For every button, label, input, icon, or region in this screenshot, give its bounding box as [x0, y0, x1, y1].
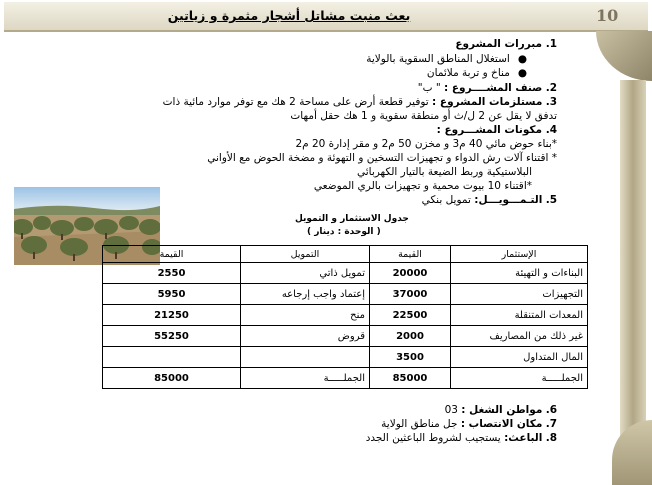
header-investment: الإستثمار: [451, 246, 588, 263]
section-8: 8. الباعث: يستجيب لشروط الباعثين الجدد: [365, 432, 557, 444]
component-3: البلاستيكية وربط الضيعة بالتيار الكهربائي: [356, 166, 532, 178]
section-4: 4. مكونات المشـــروع :: [436, 124, 557, 136]
table-unit: ( الوحدة : دينار ): [307, 227, 381, 237]
component-2: * اقتناء آلات رش الدواء و تجهيزات التسخين و التهوئة و مضخة الحوض مع الأواني: [207, 152, 557, 164]
section-1: 1. مبررات المشروع: [455, 38, 557, 50]
section-5: 5. التـمـــويـــل: تمويل بنكي: [421, 194, 557, 206]
table-row: المال المتداول 3500: [103, 347, 588, 368]
bullet-2: ●مناخ و تربة ملائمان: [426, 67, 527, 79]
table-row: غير ذلك من المصاريف 2000 قروض 55250: [103, 326, 588, 347]
section-3-continuation: تدفق لا يقل عن 2 ل/ث أو منطقة سقوية و 1 هك حقل أمهات: [290, 110, 557, 122]
page-title: بعث منبت مشاتل أشجار مثمرة و زياتين: [167, 8, 411, 23]
component-4: *اقتناء 10 بيوت محمية و تجهيزات بالري الموضعي: [313, 180, 532, 192]
header-value2: القيمة: [103, 246, 241, 263]
page-number: 10: [596, 6, 619, 25]
header-financing: التمويل: [241, 246, 370, 263]
table-row: المعدات المتنقلة 22500 منح 21250: [103, 305, 588, 326]
table-row: البناءات و التهيئة 20000 تمويل ذاتي 2550: [103, 263, 588, 284]
section-6: 6. مواطن الشغل : 03: [444, 404, 557, 416]
table-title: جدول الاستثمار و التمويل: [295, 214, 409, 224]
section-2: 2. صنف المشــــروع : " ب": [417, 82, 557, 94]
header-value: القيمة: [370, 246, 451, 263]
table-total-row: الجملـــــة 85000 الجملـــــة 85000: [103, 368, 588, 389]
component-1: *بناء حوض مائي 40 م3 و مخزن 50 م2 و مقر إدارة 20 م2: [295, 138, 557, 150]
table-row: التجهيزات 37000 إعتماد واجب إرجاعه 5950: [103, 284, 588, 305]
section-7: 7. مكان الانتصاب : جل مناطق الولاية: [381, 418, 557, 430]
bullet-1: ●استغلال المناطق السقوية بالولاية: [366, 53, 527, 65]
investment-financing-table: [102, 245, 588, 389]
section-3: 3. مستلزمات المشروع : توفير قطعة أرض على مساحة 2 هك مع توفر موارد مائية ذات: [162, 96, 557, 108]
table-header-row: [103, 246, 588, 263]
